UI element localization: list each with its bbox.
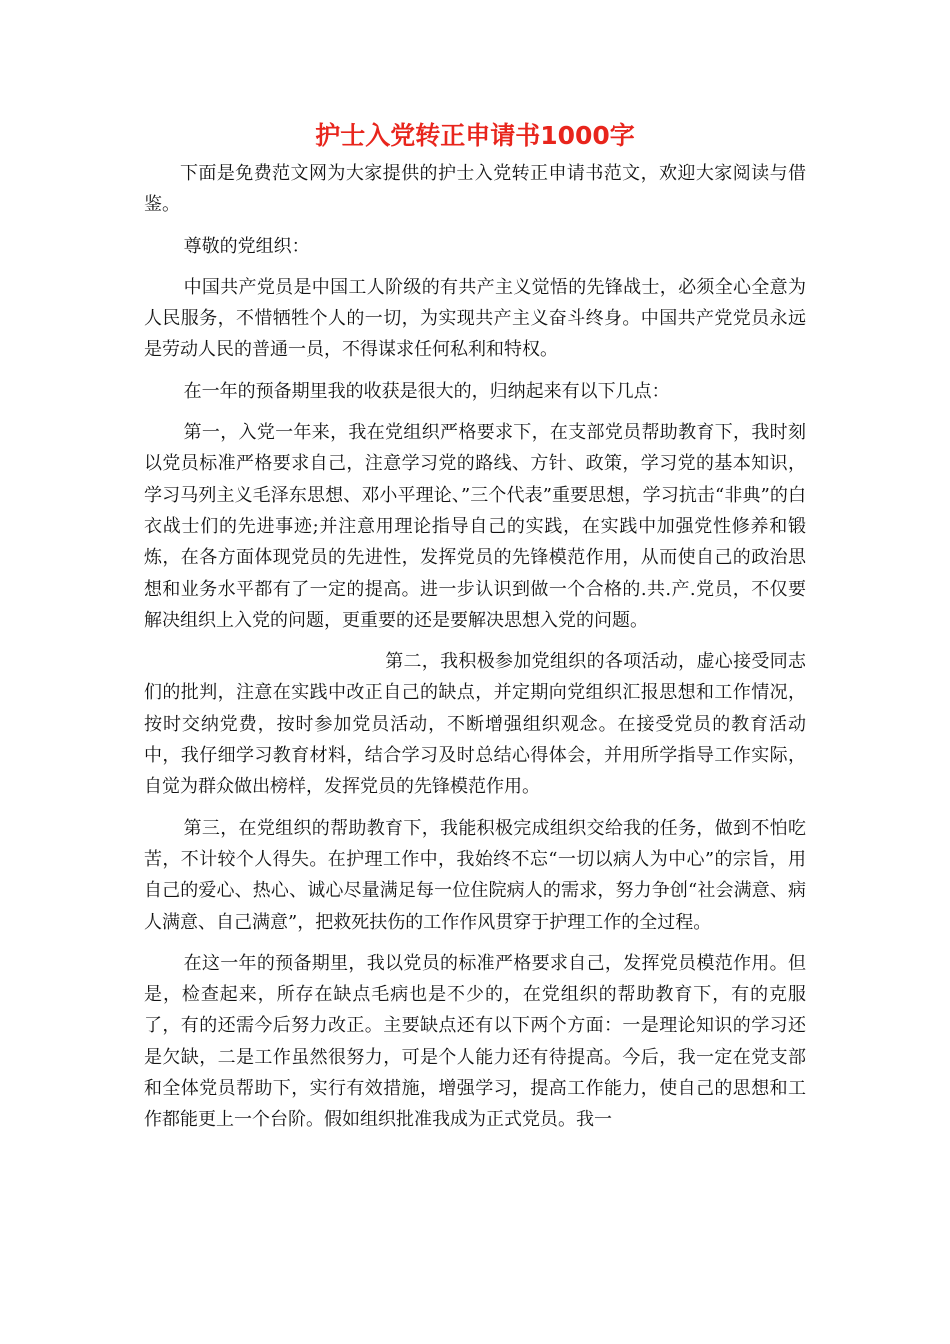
document-title: 护士入党转正申请书1000字 [315,121,635,150]
body-paragraph: 在这一年的预备期里，我以党员的标准严格要求自己，发挥党员模范作用。但是，检查起来，所存在缺点毛病也是不少的，在党组织的帮助教育下，有的克服了，有的还需今后努力改正。主要缺点还有以下两个方面：一是理论知识的学习还是欠缺，二是工作虽然很努力，可是个人能力还有待提高。今后，我一定在党支部和全体党员帮助下，实行有效措施，增强学习，提高工作能力，使自己的思想和工作都能更上一个台阶。假如组织批准我成为正式党员。我一 [144,952,806,1131]
document-body [144,158,806,1146]
salutation: 尊敬的党组织： [183,235,310,257]
body-paragraph: 中国共产党员是中国工人阶级的有共产主义觉悟的先锋战士，必须全心全意为人民服务，不惜牺牲个人的一切，为实现共产主义奋斗终身。中国共产党党员永远是劳动人民的普通一员，不得谋求任何私利和特权。 [144,276,806,361]
body-paragraph: 第二，我积极参加党组织的各项活动，虚心接受同志们的批判，注意在实践中改正自己的缺点，并定期向党组织汇报思想和工作情况，按时交纳党费，按时参加党员活动，不断增强组织观念。在接受党员的教育活动中，我仔细学习教育材料，结合学习及时总结心得体会，并用所学指导工作实际，自觉为群众做出榜样，发挥党员的先锋模范作用。 [144,651,806,798]
body-paragraph: 第三，在党组织的帮助教育下，我能积极完成组织交给我的任务，做到不怕吃苦，不计较个人得失。在护理工作中，我始终不忘“一切以病人为中心”的宗旨，用自己的爱心、热心、诚心尽量满足每一位住院病人的需求，努力争创“社会满意、病人满意、自己满意”，把救死扶伤的工作作风贯穿于护理工作的全过程。 [144,817,806,933]
body-paragraph: 第一，入党一年来，我在党组织严格要求下，在支部党员帮助教育下，我时刻以党员标准严格要求自己，注意学习党的路线、方针、政策，学习党的基本知识，学习马列主义毛泽东思想、邓小平理论、”三个代表”重要思想，学习抗击“非典”的白衣战士们的先进事迹;并注意用理论指导自己的实践，在实践中加强党性修养和锻炼，在各方面体现党员的先进性，发挥党员的先锋模范作用，从而使自己的政治思想和业务水平都有了一定的提高。进一步认识到做一个合格的.共.产.党员，不仅要解决组织上入党的问题，更重要的还是要解决思想入党的问题。 [144,422,806,631]
intro-paragraph: 下面是免费范文网为大家提供的护士入党转正申请书范文，欢迎大家阅读与借鉴。 [144,163,806,216]
body-paragraph: 在一年的预备期里我的收获是很大的，归纳起来有以下几点： [183,380,670,402]
